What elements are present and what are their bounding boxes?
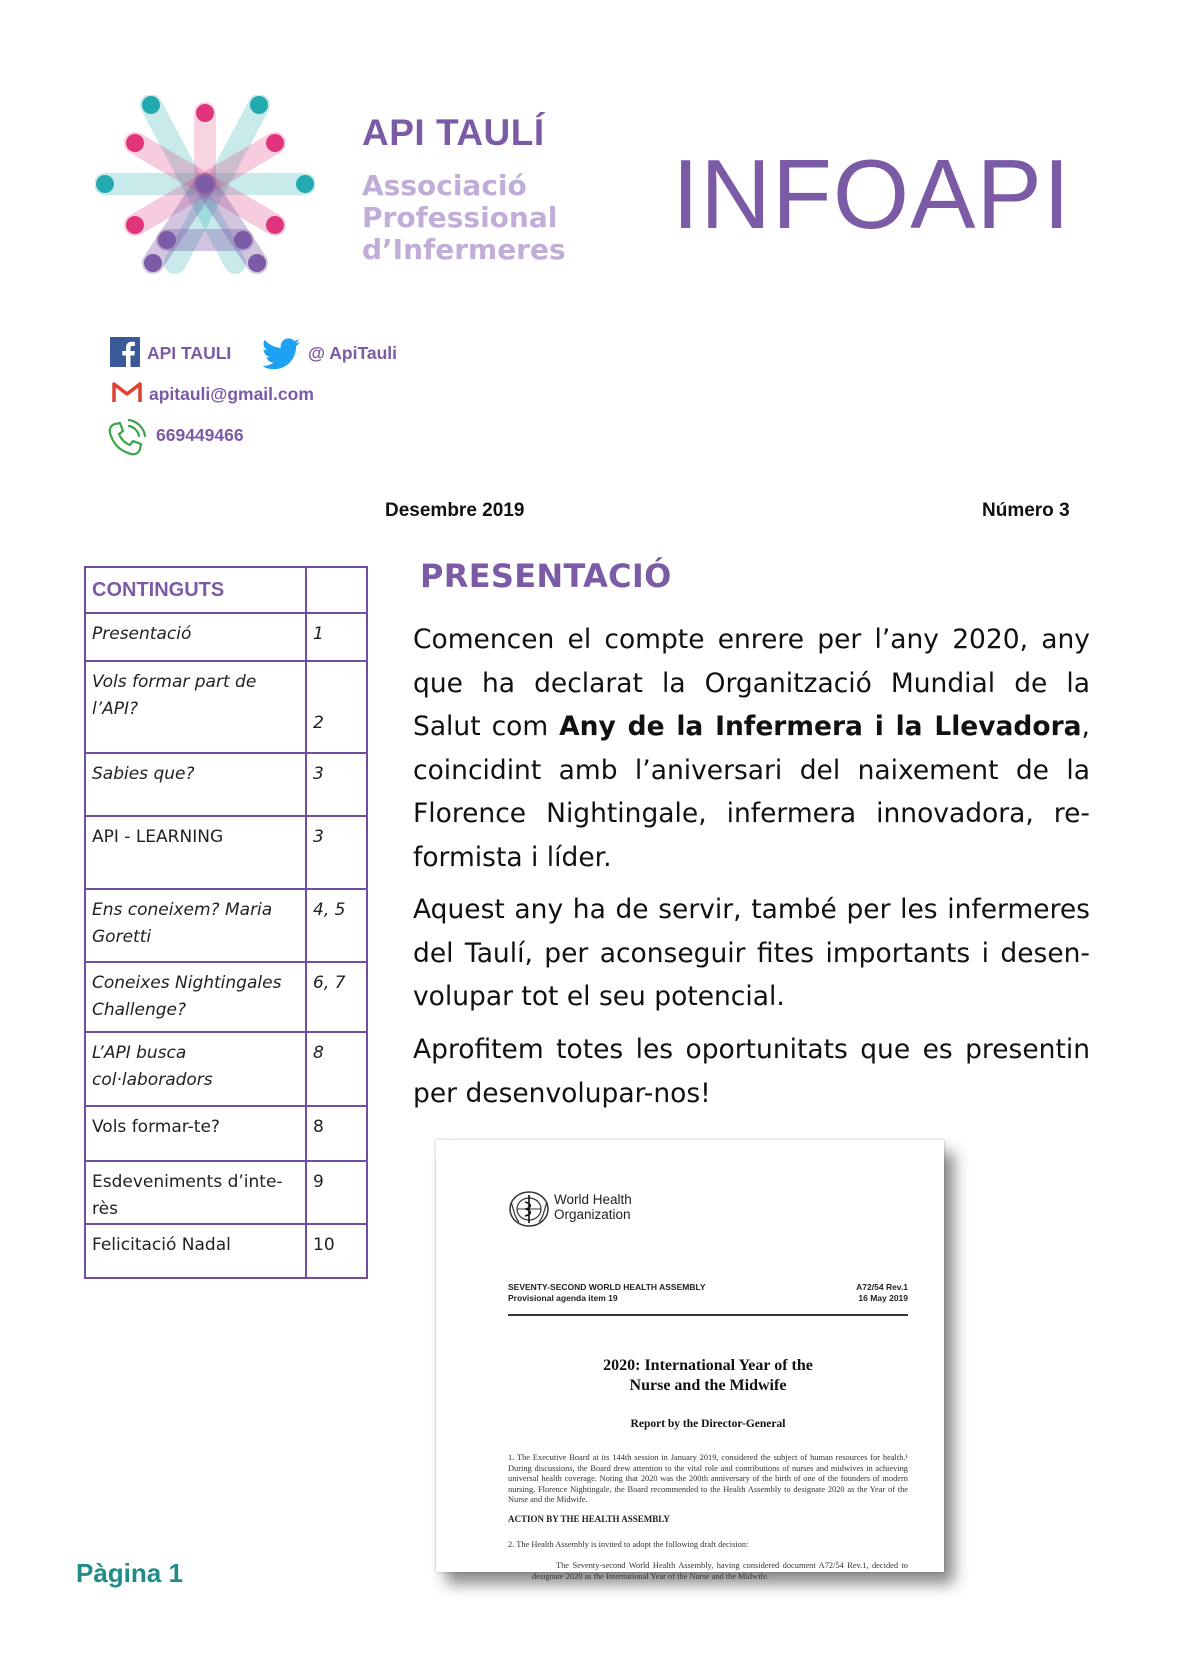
who-paragraph: 1. The Executive Board at its 144th session in January 2019, considered the subject of human resources for health.¹ During discussions, the Board drew attention to the vital role and contributions of nurses and midwives in achieving universal health coverage. Noting that 2020 was the 200th anniversary of the birth of one of the founders of modern nursing, Florence Nightingale, the Board recommended to the Health Assembly to designate 2020 as the Year of the Nurse and the Midwife. [508,1453,908,1504]
toc-item-line: rès [92,1199,118,1219]
toc-item-page: 4, 5 [306,889,367,962]
facebook-icon[interactable] [110,337,140,367]
toc-item-line: Goretti [92,927,152,947]
toc-item-title [85,889,306,962]
toc-item-title [85,1161,306,1224]
toc-item-line: Esdeveniments d’inte- [92,1172,283,1192]
toc-row[interactable] [85,1032,367,1106]
toc-item-line: Vols formar-te? [92,1117,220,1137]
toc-item-title [85,613,306,661]
toc-row[interactable] [85,1224,367,1278]
toc-item-line: Felicitació Nadal [92,1235,231,1255]
toc-item-page: 10 [306,1224,367,1278]
phone-number-link[interactable]: 669449466 [156,425,244,445]
paragraph-text: Comencen el compte enrere per l’any 2020, any que ha declarat la Organització Mundial de la Salut com [413,624,1090,742]
who-report-image [436,1140,944,1581]
toc-item-title [85,962,306,1032]
toc-item-title [85,1032,306,1106]
toc-row[interactable] [85,1161,367,1224]
brand-name: API TAULÍ [362,112,545,153]
toc-row[interactable] [85,889,367,962]
who-doc-ref: A72/54 Rev.1 [856,1282,908,1292]
who-action-heading: ACTION BY THE HEALTH ASSEMBLY [508,1514,670,1524]
gmail-icon[interactable] [112,381,142,403]
who-report-title [508,1356,908,1396]
toc-row[interactable] [85,753,367,816]
toc-item-page: 9 [306,1161,367,1224]
toc-item-page: 6, 7 [306,962,367,1032]
presentation-paragraph [413,618,1090,879]
toc-item-page: 2 [306,661,367,753]
toc-item-line: L’API busca [92,1043,187,1063]
issue-date: Desembre 2019 [385,500,525,521]
who-paragraph: The Seventy-second World Health Assembly, having considered document A72/54 Rev.1, decided to designate 2020 as the International Year of the Nurse and the Midwife. [532,1561,908,1581]
toc-item-line: Ens coneixem? Maria [92,900,273,920]
who-org-line: Organization [554,1207,631,1222]
who-assembly: SEVENTY-SECOND WORLD HEALTH ASSEMBLY [508,1282,706,1292]
who-paragraph: 2. The Health Assembly is invited to adopt the following draft decision: [508,1540,749,1549]
who-emblem-icon [508,1190,550,1228]
toc-item-line: l’API? [92,699,139,719]
section-title: PRESENTACIÓ [420,557,672,595]
toc-row[interactable] [85,1106,367,1161]
who-title-line: 2020: International Year of the [603,1357,813,1374]
toc-item-page: 3 [306,753,367,816]
twitter-icon[interactable] [262,338,300,370]
who-org-line: World Health [554,1192,632,1207]
brand-subtitle-line: Associació [362,169,527,202]
toc-item-line: col·laboradors [92,1070,213,1090]
brand-subtitle-line: d’Infermeres [362,233,566,266]
toc-item-page: 8 [306,1032,367,1106]
toc-item-title [85,816,306,889]
table-of-contents [84,566,368,1279]
toc-item-line: Coneixes Nightingales [92,973,282,993]
toc-item-title [85,753,306,816]
issue-number: Número 3 [982,500,1070,521]
who-organization-name [554,1192,632,1222]
brand-subtitle-line: Professional [362,201,558,234]
phone-icon[interactable] [105,418,147,460]
twitter-handle-link[interactable]: @ ApiTauli [308,343,398,363]
who-report-subtitle: Report by the Director-General [630,1418,786,1430]
email-link[interactable]: apitauli@gmail.com [149,384,314,404]
paragraph-text: , coincidint amb l’aniversari del naixement de la Florence Nightingale, infermera innovadora, re-formista i líder. [413,711,1090,873]
toc-item-line: Challenge? [92,1000,187,1020]
who-agenda-item: Provisional agenda item 19 [508,1293,618,1303]
toc-item-line: Sabies que? [92,764,195,784]
masthead-title: INFOAPI [672,139,1072,249]
toc-item-title [85,1224,306,1278]
presentation-paragraph: Aquest any ha de servir, també per les infermeres del Taulí, per aconseguir fites importants i desen-volupar tot el seu potencial. [413,894,1090,1012]
page-number: Pàgina 1 [76,1558,183,1588]
who-divider [508,1314,908,1316]
api-tauli-logo-icon [95,95,315,290]
who-doc-date: 16 May 2019 [858,1293,908,1303]
paragraph-bold-text: Any de la Infermera i la Llevadora [559,711,1082,742]
toc-item-title [85,661,306,753]
toc-row[interactable] [85,816,367,889]
toc-item-page: 3 [306,816,367,889]
toc-row[interactable] [85,661,367,753]
toc-item-line: API - LEARNING [92,827,224,847]
toc-item-page: 8 [306,1106,367,1161]
toc-header: CONTINGUTS [85,567,306,613]
toc-row[interactable] [85,613,367,661]
who-title-line: Nurse and the Midwife [629,1377,787,1394]
toc-item-page: 1 [306,613,367,661]
toc-item-line: Presentació [92,624,192,644]
facebook-link[interactable]: API TAULI [147,343,232,363]
toc-item-title [85,1106,306,1161]
presentation-paragraph: Aprofitem totes les oportunitats que es presentin per desenvolupar-nos! [413,1034,1090,1109]
toc-row[interactable] [85,962,367,1032]
toc-item-line: Vols formar part de [92,672,257,692]
toc-header-page-cell [306,567,367,613]
